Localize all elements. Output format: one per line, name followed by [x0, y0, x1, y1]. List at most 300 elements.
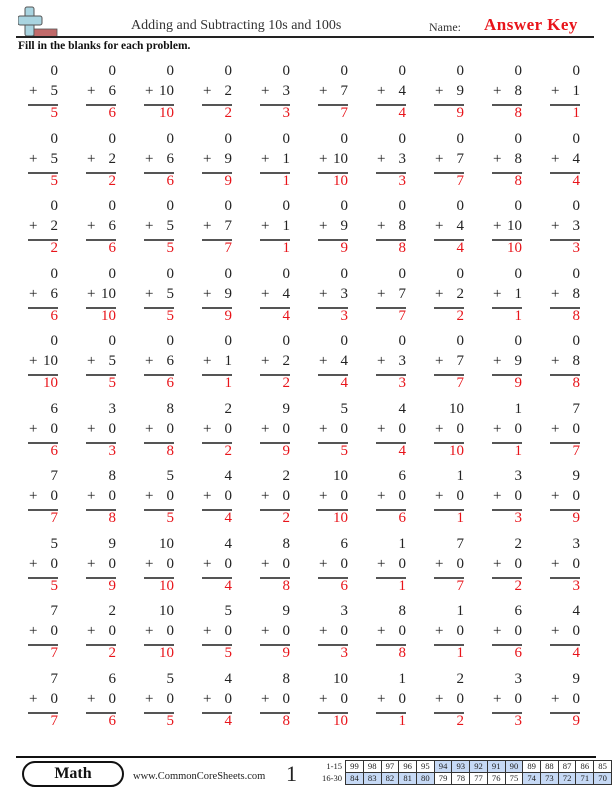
problem-answer[interactable]: 4: [224, 577, 232, 594]
problem-top-number: 0: [456, 63, 464, 79]
problem: [492, 266, 522, 336]
problem: [28, 333, 58, 403]
problem-answer[interactable]: 4: [224, 712, 232, 729]
problem-answer[interactable]: 10: [333, 172, 348, 189]
problem-answer[interactable]: 10: [449, 442, 464, 459]
problem-answer[interactable]: 8: [572, 307, 580, 324]
problem: [318, 401, 348, 471]
score-row-label: 16-30: [322, 773, 343, 783]
problem-answer[interactable]: 10: [159, 577, 174, 594]
problem-bottom-number: 8: [572, 285, 580, 302]
problem: [202, 333, 232, 403]
problem-answer[interactable]: 1: [456, 510, 464, 526]
problem-answer[interactable]: 8: [398, 240, 406, 256]
problem-top-number: 2: [456, 670, 464, 687]
problem-top-number: 1: [398, 670, 406, 687]
problem: [550, 198, 580, 268]
problem: [144, 333, 174, 403]
problem-answer[interactable]: 6: [166, 375, 174, 391]
problem-top-number: 5: [50, 535, 58, 552]
plus-sign: +: [551, 83, 560, 99]
plus-sign: +: [87, 690, 96, 707]
problem-bottom-number: 0: [224, 488, 232, 504]
score-cell: 99: [346, 761, 364, 773]
problem-answer[interactable]: 5: [166, 307, 174, 324]
problem-answer[interactable]: 3: [514, 510, 522, 526]
score-cell: 77: [470, 773, 488, 785]
problem-bottom-number: 3: [398, 353, 406, 369]
problem: [144, 536, 174, 606]
plus-sign: +: [145, 83, 154, 99]
worksheet-title: Adding and Subtracting 10s and 100s: [131, 18, 342, 33]
plus-sign: +: [29, 555, 38, 572]
problem-answer[interactable]: 10: [333, 712, 348, 729]
problem-top-number: 0: [166, 265, 174, 282]
problem-bottom-number: 1: [572, 83, 580, 99]
problem-bottom-number: 0: [514, 555, 522, 572]
problem-answer[interactable]: 8: [166, 442, 174, 459]
problem: [202, 131, 232, 201]
problem-bottom-number: 9: [514, 353, 522, 369]
problem-top-number: 7: [50, 603, 58, 619]
problem-answer[interactable]: 2: [108, 645, 116, 661]
worksheet-header: [0, 0, 612, 40]
problem: [550, 671, 580, 741]
problem-answer[interactable]: 9: [282, 645, 290, 661]
plus-sign: +: [551, 150, 560, 167]
plus-sign: +: [551, 488, 560, 504]
problem-bottom-number: 0: [398, 555, 406, 572]
problem-answer[interactable]: 10: [159, 645, 174, 661]
problem: [492, 198, 522, 268]
problem-bottom-number: 0: [224, 555, 232, 572]
problem-answer[interactable]: 3: [514, 712, 522, 729]
plus-sign: +: [551, 285, 560, 302]
problem: [260, 266, 290, 336]
problem-answer[interactable]: 10: [43, 375, 58, 391]
problem-answer[interactable]: 5: [50, 172, 58, 189]
score-cell: 89: [523, 761, 541, 773]
plus-sign: +: [87, 285, 96, 302]
website-link[interactable]: www.CommonCoreSheets.com: [133, 771, 266, 782]
problem-answer[interactable]: 5: [166, 240, 174, 256]
problem-top-number: 4: [572, 603, 580, 619]
problem-answer[interactable]: 6: [398, 510, 406, 526]
problem-top-number: 9: [572, 468, 580, 484]
problem-answer[interactable]: 6: [514, 645, 522, 661]
problem: [492, 333, 522, 403]
problem-top-number: 0: [108, 63, 116, 79]
problem-bottom-number: 3: [572, 218, 580, 234]
problem: [28, 63, 58, 133]
problem-answer[interactable]: 10: [159, 105, 174, 121]
problem-top-number: 0: [340, 130, 348, 147]
problem-bottom-number: 0: [282, 420, 290, 437]
problem-top-number: 0: [456, 265, 464, 282]
problem-top-number: 0: [50, 130, 58, 147]
plus-sign: +: [493, 555, 502, 572]
plus-sign: +: [319, 488, 328, 504]
problem-answer[interactable]: 3: [282, 105, 290, 121]
plus-sign: +: [145, 555, 154, 572]
problem-bottom-number: 0: [224, 690, 232, 707]
problem-answer[interactable]: 1: [456, 645, 464, 661]
problem: [318, 468, 348, 538]
problem-bottom-number: 0: [398, 623, 406, 639]
problem-answer[interactable]: 2: [456, 307, 464, 324]
problem-top-number: 0: [514, 130, 522, 147]
problem-answer[interactable]: 1: [572, 105, 580, 121]
problem-answer[interactable]: 2: [224, 442, 232, 459]
plus-sign: +: [493, 690, 502, 707]
problem-bottom-number: 7: [398, 285, 406, 302]
plus-sign: +: [493, 623, 502, 639]
problem-answer[interactable]: 4: [282, 307, 290, 324]
problem-answer[interactable]: 7: [224, 240, 232, 256]
problem-answer[interactable]: 1: [224, 375, 232, 391]
problem-answer[interactable]: 1: [514, 307, 522, 324]
problem: [318, 671, 348, 741]
problem-answer[interactable]: 6: [340, 577, 348, 594]
problem: [28, 671, 58, 741]
problem-top-number: 0: [166, 63, 174, 79]
problem-bottom-number: 0: [108, 420, 116, 437]
problem: [260, 536, 290, 606]
problem-top-number: 0: [282, 265, 290, 282]
problem-answer[interactable]: 2: [514, 577, 522, 594]
problem-answer[interactable]: 4: [572, 645, 580, 661]
problem-bottom-number: 0: [224, 420, 232, 437]
problem-answer[interactable]: 6: [50, 442, 58, 459]
problem-top-number: 0: [456, 333, 464, 349]
score-cell: 91: [487, 761, 505, 773]
problem-answer[interactable]: 9: [224, 307, 232, 324]
problem: [376, 63, 406, 133]
problem-bottom-number: 9: [224, 285, 232, 302]
problem-answer[interactable]: 1: [282, 240, 290, 256]
problem-top-number: 3: [108, 400, 116, 417]
problem-answer[interactable]: 8: [514, 105, 522, 121]
problem: [318, 63, 348, 133]
problem-answer[interactable]: 4: [572, 172, 580, 189]
problem-answer[interactable]: 7: [50, 510, 58, 526]
plus-sign: +: [261, 218, 270, 234]
plus-sign: +: [435, 623, 444, 639]
problem-bottom-number: 0: [398, 488, 406, 504]
problem: [550, 131, 580, 201]
problem-answer[interactable]: 4: [340, 375, 348, 391]
plus-sign: +: [261, 353, 270, 369]
problem-answer[interactable]: 2: [456, 712, 464, 729]
plus-sign: +: [29, 488, 38, 504]
plus-sign: +: [493, 285, 502, 302]
problem-answer[interactable]: 7: [456, 375, 464, 391]
problem-answer[interactable]: 4: [398, 442, 406, 459]
problem-answer[interactable]: 9: [108, 577, 116, 594]
problem-answer[interactable]: 5: [50, 577, 58, 594]
score-cell: 78: [452, 773, 470, 785]
problem-top-number: 5: [166, 468, 174, 484]
plus-sign: +: [551, 555, 560, 572]
problem-answer[interactable]: 9: [572, 510, 580, 526]
problem-answer[interactable]: 8: [108, 510, 116, 526]
plus-sign: +: [435, 218, 444, 234]
problem-answer[interactable]: 5: [108, 375, 116, 391]
problem: [492, 468, 522, 538]
problem-top-number: 0: [398, 130, 406, 147]
problem-bottom-number: 0: [456, 690, 464, 707]
score-cell: 79: [434, 773, 452, 785]
problem-answer[interactable]: 6: [108, 240, 116, 256]
problem-top-number: 0: [572, 63, 580, 79]
problem-answer[interactable]: 8: [572, 375, 580, 391]
problem-top-number: 4: [224, 670, 232, 687]
problem-answer[interactable]: 7: [456, 172, 464, 189]
problem-top-number: 9: [572, 670, 580, 687]
plus-sign: +: [319, 285, 328, 302]
problem-answer[interactable]: 4: [398, 105, 406, 121]
problem-top-number: 2: [282, 468, 290, 484]
problem-top-number: 0: [282, 130, 290, 147]
problem-answer[interactable]: 7: [50, 645, 58, 661]
problem-answer[interactable]: 7: [50, 712, 58, 729]
problem-bottom-number: 0: [340, 690, 348, 707]
problem-bottom-number: 7: [456, 150, 464, 167]
plus-sign: +: [551, 690, 560, 707]
plus-sign: +: [203, 420, 212, 437]
problem-answer[interactable]: 1: [282, 172, 290, 189]
score-cell: 72: [558, 773, 576, 785]
problem-answer[interactable]: 10: [333, 510, 348, 526]
problem-answer[interactable]: 6: [108, 712, 116, 729]
problem-bottom-number: 0: [166, 555, 174, 572]
problem-answer[interactable]: 9: [456, 105, 464, 121]
problem: [86, 63, 116, 133]
problem-answer[interactable]: 7: [572, 442, 580, 459]
score-cell: 82: [381, 773, 399, 785]
problem-top-number: 0: [166, 333, 174, 349]
plus-sign: +: [551, 420, 560, 437]
score-cell: 86: [576, 761, 594, 773]
plus-sign: +: [261, 623, 270, 639]
problem-answer[interactable]: 5: [166, 510, 174, 526]
problem-top-number: 3: [340, 603, 348, 619]
problem: [260, 401, 290, 471]
problem: [434, 671, 464, 741]
problem-bottom-number: 0: [166, 420, 174, 437]
score-cell: 87: [558, 761, 576, 773]
header-divider: [16, 36, 594, 38]
plus-sign: +: [203, 285, 212, 302]
problem-answer[interactable]: 6: [108, 105, 116, 121]
problem-answer[interactable]: 3: [572, 577, 580, 594]
problem: [492, 671, 522, 741]
plus-sign: +: [377, 623, 386, 639]
problem-bottom-number: 0: [572, 420, 580, 437]
problem-answer[interactable]: 3: [108, 442, 116, 459]
problem-bottom-number: 0: [456, 420, 464, 437]
problem-bottom-number: 0: [514, 420, 522, 437]
problem-answer[interactable]: 7: [456, 577, 464, 594]
problem-answer[interactable]: 10: [101, 307, 116, 324]
plus-sign: +: [493, 488, 502, 504]
plus-sign: +: [29, 150, 38, 167]
problem: [434, 536, 464, 606]
problem-bottom-number: 0: [50, 555, 58, 572]
problem-answer[interactable]: 5: [50, 105, 58, 121]
problem-top-number: 0: [224, 265, 232, 282]
score-cell: 85: [594, 761, 612, 773]
problem-top-number: 1: [514, 400, 522, 417]
problem-top-number: 2: [514, 535, 522, 552]
plus-sign: +: [319, 218, 328, 234]
score-cell: 83: [363, 773, 381, 785]
plus-sign: +: [145, 150, 154, 167]
plus-sign: +: [145, 420, 154, 437]
problem-bottom-number: 2: [456, 285, 464, 302]
problem-answer[interactable]: 3: [572, 240, 580, 256]
problem-answer[interactable]: 9: [340, 240, 348, 256]
problem-answer[interactable]: 8: [398, 645, 406, 661]
problem-answer[interactable]: 2: [108, 172, 116, 189]
problem-answer[interactable]: 4: [224, 510, 232, 526]
problem-top-number: 8: [166, 400, 174, 417]
problem-answer[interactable]: 7: [398, 307, 406, 324]
problem-top-number: 0: [398, 333, 406, 349]
plus-sign: +: [29, 353, 38, 369]
problem-answer[interactable]: 6: [50, 307, 58, 324]
problem-bottom-number: 0: [108, 690, 116, 707]
problem: [202, 671, 232, 741]
plus-sign: +: [319, 353, 328, 369]
problem-top-number: 5: [340, 400, 348, 417]
problem-bottom-number: 0: [282, 488, 290, 504]
problem-answer[interactable]: 3: [398, 375, 406, 391]
problem-bottom-number: 6: [166, 353, 174, 369]
problem-answer[interactable]: 9: [282, 442, 290, 459]
plus-sign: +: [319, 150, 328, 167]
problem-bottom-number: 8: [514, 150, 522, 167]
problem-top-number: 6: [514, 603, 522, 619]
problem-top-number: 2: [224, 400, 232, 417]
problem: [144, 198, 174, 268]
problem-bottom-number: 9: [456, 83, 464, 99]
plus-sign: +: [87, 353, 96, 369]
problem: [376, 468, 406, 538]
problem-answer[interactable]: 5: [166, 712, 174, 729]
problem-answer[interactable]: 9: [572, 712, 580, 729]
problem-answer[interactable]: 2: [282, 510, 290, 526]
problem: [376, 536, 406, 606]
score-row: [310, 761, 612, 773]
problem-top-number: 0: [50, 198, 58, 214]
plus-sign: +: [377, 690, 386, 707]
plus-sign: +: [203, 218, 212, 234]
problem-bottom-number: 0: [572, 690, 580, 707]
problem-answer[interactable]: 8: [282, 577, 290, 594]
plus-sign: +: [29, 285, 38, 302]
problem-top-number: 9: [108, 535, 116, 552]
problem-bottom-number: 0: [456, 555, 464, 572]
plus-sign: +: [435, 488, 444, 504]
problem-answer[interactable]: 2: [282, 375, 290, 391]
problem-top-number: 0: [108, 333, 116, 349]
plus-sign: +: [435, 150, 444, 167]
problem-answer[interactable]: 9: [514, 375, 522, 391]
problem-bottom-number: 0: [282, 623, 290, 639]
problem-answer[interactable]: 4: [456, 240, 464, 256]
problem-top-number: 0: [166, 198, 174, 214]
problem-top-number: 3: [572, 535, 580, 552]
problem-top-number: 0: [514, 198, 522, 214]
problem-top-number: 5: [166, 670, 174, 687]
problem: [86, 536, 116, 606]
problem-bottom-number: 0: [340, 420, 348, 437]
problem-answer[interactable]: 2: [224, 105, 232, 121]
problem-top-number: 0: [224, 63, 232, 79]
problem-answer[interactable]: 8: [514, 172, 522, 189]
problem: [202, 401, 232, 471]
problem-answer[interactable]: 7: [340, 105, 348, 121]
problem-bottom-number: 2: [50, 218, 58, 234]
plus-sign: +: [29, 83, 38, 99]
problem-bottom-number: 0: [514, 623, 522, 639]
instructions: Fill in the blanks for each problem.: [18, 40, 191, 52]
plus-sign: +: [203, 555, 212, 572]
problem: [86, 468, 116, 538]
problem-answer[interactable]: 1: [514, 442, 522, 459]
problem-top-number: 4: [224, 535, 232, 552]
problem: [144, 131, 174, 201]
problem-top-number: 0: [224, 333, 232, 349]
problem: [376, 401, 406, 471]
problem-answer[interactable]: 3: [398, 172, 406, 189]
problem-answer[interactable]: 1: [398, 577, 406, 594]
problem-answer[interactable]: 3: [340, 645, 348, 661]
problem: [202, 266, 232, 336]
problem-answer[interactable]: 2: [50, 240, 58, 256]
problem: [434, 198, 464, 268]
problem-top-number: 10: [333, 468, 348, 484]
problem: [434, 468, 464, 538]
problem-bottom-number: 0: [572, 555, 580, 572]
problem-answer[interactable]: 10: [507, 240, 522, 256]
plus-sign: +: [435, 555, 444, 572]
problem-bottom-number: 5: [50, 83, 58, 99]
score-row: [310, 773, 612, 785]
problem-bottom-number: 10: [43, 353, 58, 369]
problem-answer[interactable]: 1: [398, 712, 406, 729]
problem: [550, 536, 580, 606]
problem-bottom-number: 3: [282, 83, 290, 99]
problem-top-number: 0: [572, 333, 580, 349]
problem-answer[interactable]: 6: [166, 172, 174, 189]
problem-answer[interactable]: 9: [224, 172, 232, 189]
problem-answer[interactable]: 5: [340, 442, 348, 459]
plus-sign: +: [203, 83, 212, 99]
problem: [376, 131, 406, 201]
problem-bottom-number: 8: [572, 353, 580, 369]
problem-answer[interactable]: 5: [224, 645, 232, 661]
problem-answer[interactable]: 8: [282, 712, 290, 729]
problem: [434, 266, 464, 336]
problem-bottom-number: 0: [50, 488, 58, 504]
problem: [144, 63, 174, 133]
problem: [144, 266, 174, 336]
plus-sign: +: [493, 420, 502, 437]
problem-answer[interactable]: 3: [340, 307, 348, 324]
problem: [550, 468, 580, 538]
